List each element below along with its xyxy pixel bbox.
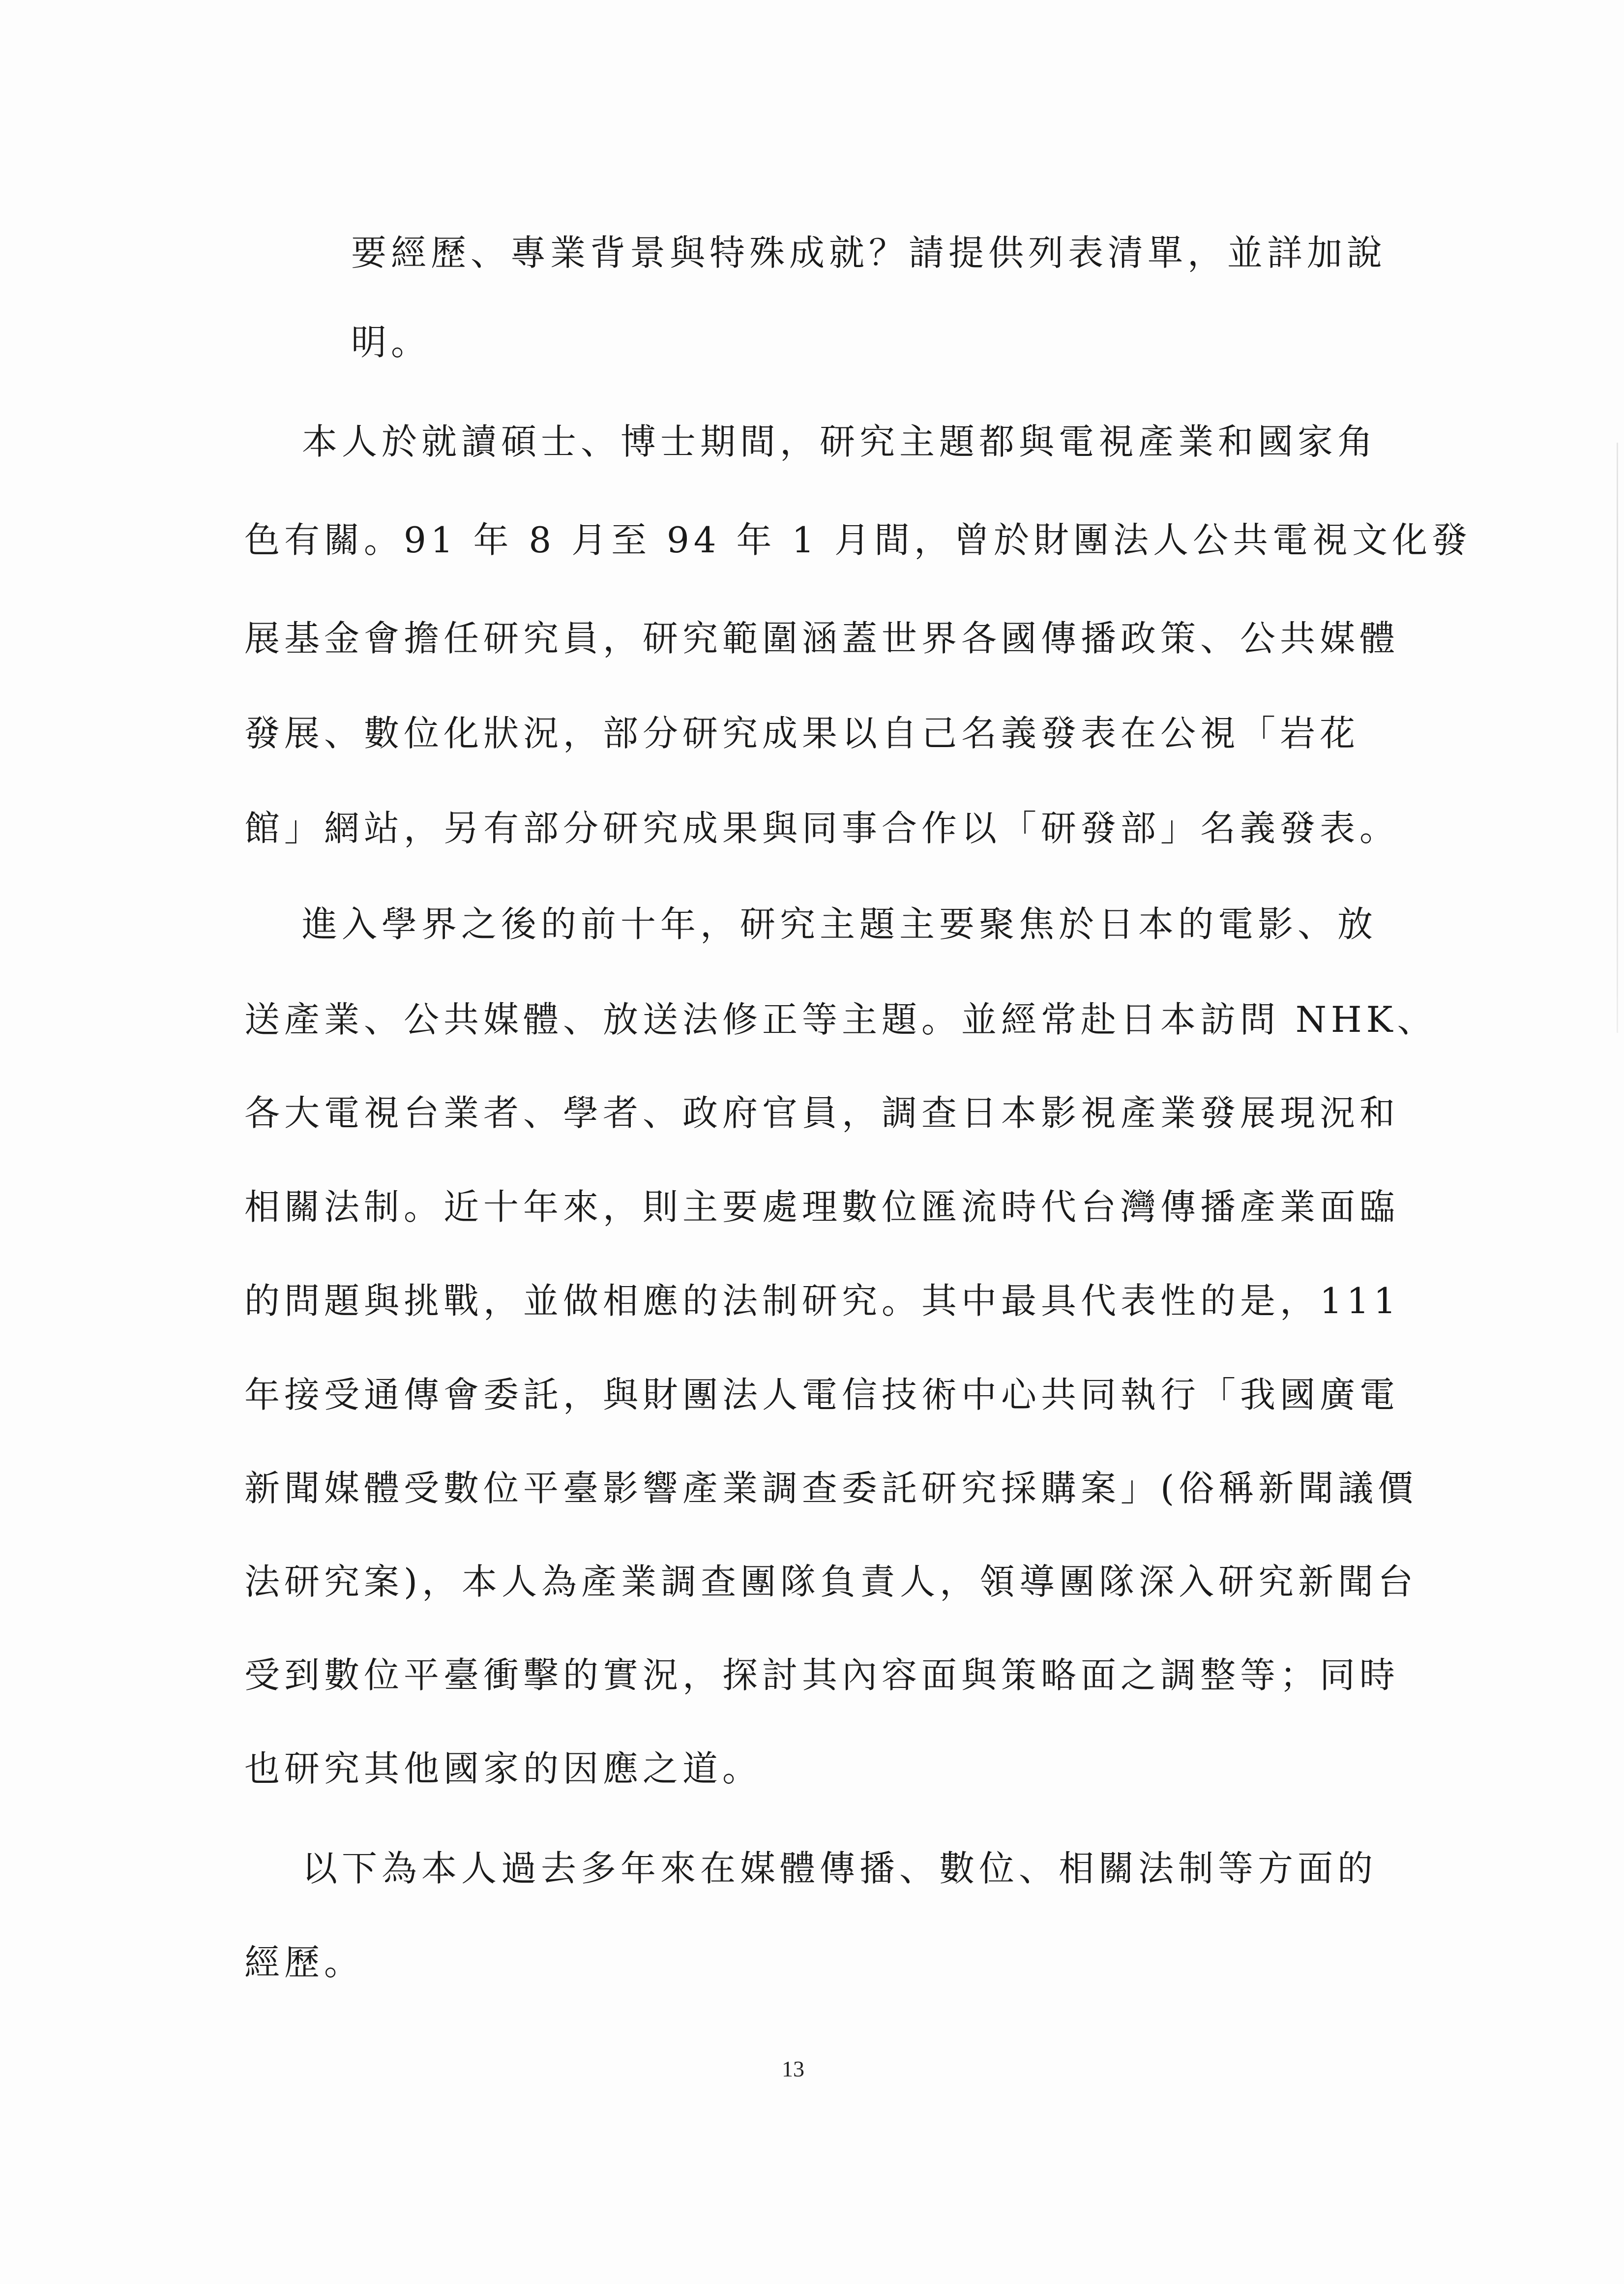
scan-edge-mark [1617, 443, 1618, 1033]
text-line: 進入學界之後的前十年，研究主題主要聚焦於日本的電影、放 [302, 903, 1378, 945]
text-line: 相關法制。近十年來，則主要處理數位匯流時代台灣傳播產業面臨 [244, 1186, 1400, 1228]
text-line: 展基金會擔任研究員，研究範圍涵蓋世界各國傳播政策、公共媒體 [244, 618, 1400, 659]
text-line: 法研究案)，本人為產業調查團隊負責人，領導團隊深入研究新聞台 [244, 1561, 1418, 1602]
text-line: 也研究其他國家的因應之道。 [244, 1748, 763, 1789]
text-line: 年接受通傳會委託，與財團法人電信技術中心共同執行「我國廣電 [244, 1374, 1400, 1415]
text-line: 受到數位平臺衝擊的實況，探討其內容面與策略面之調整等；同時 [244, 1654, 1400, 1696]
text-line: 以下為本人過去多年來在媒體傳播、數位、相關法制等方面的 [302, 1848, 1378, 1889]
page-number: 13 [782, 2056, 804, 2081]
text-line: 發展、數位化狀況，部分研究成果以自己名義發表在公視「岩花 [244, 713, 1360, 754]
text-line: 經歷。 [244, 1942, 364, 1983]
text-line: 的問題與挑戰，並做相應的法制研究。其中最具代表性的是，111 [244, 1280, 1401, 1322]
text-line: 館」網站，另有部分研究成果與同事合作以「研發部」名義發表。 [244, 808, 1400, 849]
text-line: 本人於就讀碩士、博士期間，研究主題都與電視產業和國家角 [302, 421, 1378, 462]
text-line: 明。 [351, 322, 431, 363]
text-line: 色有關。91 年 8 月至 94 年 1 月間，曾於財團法人公共電視文化發 [244, 519, 1472, 561]
text-line: 各大電視台業者、學者、政府官員，調查日本影視產業發展現況和 [244, 1092, 1400, 1134]
text-line: 要經歷、專業背景與特殊成就？請提供列表清單，並詳加說 [351, 232, 1387, 273]
text-line: 送產業、公共媒體、放送法修正等主題。並經常赴日本訪問 NHK、 [244, 999, 1437, 1040]
text-line: 新聞媒體受數位平臺影響產業調查委託研究採購案」(俗稱新聞議價 [244, 1468, 1418, 1509]
